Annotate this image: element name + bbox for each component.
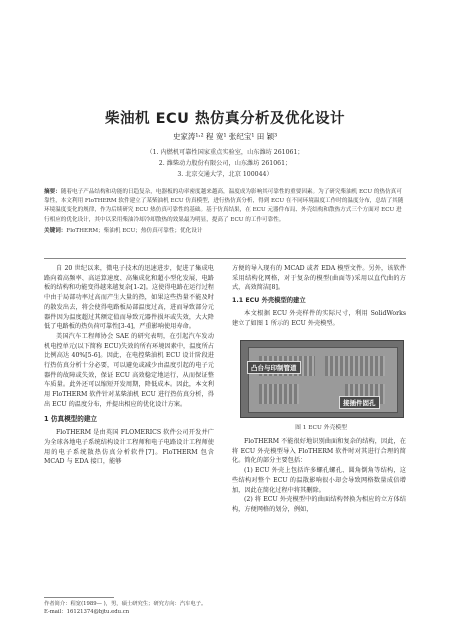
abstract xyxy=(44,188,406,236)
subsection-1-1-heading: 1.1 ECU 外壳模型的建立 xyxy=(232,297,306,305)
affiliation-2: 2. 潍柴动力股份有限公司，山东潍坊 261061； xyxy=(158,160,292,167)
fin-grid xyxy=(325,356,385,376)
right-column-bottom xyxy=(232,437,406,515)
footnote-divider xyxy=(44,597,114,598)
abstract-label: 摘要： xyxy=(44,189,61,195)
keywords-label: 关键词： xyxy=(44,227,67,234)
figure-label-top: 凸台与印制管道 xyxy=(247,361,301,374)
intro-paragraph-2: 美国汽车工程师协会 SAE 的研究表明，在引起汽车发动机电控单元(以下简称 ECU)失效的所有环境因素中，温度所占比例高达 40%[5-6]。因此，在电控柴油机 ECU 设计阶段进行热仿真分析十分必要，可以避免或减少由温度引起的电子元器件的故障或失效，保证 ECU 高效稳定地运行，从而保证整车质量。此外还可以缩短开发周期，降低成本。因此，本文利用 FloTHERM 软件针对某柴油机 ECU 进行热仿真分析，得出 ECU 的温度分布，并提出相应的优化设计方案。 xyxy=(44,332,214,408)
abstract-divider xyxy=(44,258,406,259)
right-top-paragraph: 方便的导入现有的 MCAD 或者 EDA 模型文件。另外，该软件采用结构化网格，对于复杂的模型(曲面等)采用以直代曲的方式，高效简洁[8]。 xyxy=(232,265,406,292)
simplification-paragraph: FloTHERM 不能很好地识别曲面和复杂的结构，因此，在将 ECU 外壳模型导入 FloTHERM 软件时对其进行合理的简化。简化的部分主要包括： xyxy=(232,438,406,465)
author-email: E-mail：16121374@bjtu.edu.cn xyxy=(44,609,130,615)
footnote xyxy=(44,600,224,616)
author-bio: 作者简介：程宽(1989— )，男，硕士研究生；研究方向：汽车电子。 xyxy=(44,601,207,607)
figure-label-bottom: 接插件固孔 xyxy=(339,396,380,409)
paper-title: 柴油机 ECU 热仿真分析及优化设计 xyxy=(105,111,345,127)
abstract-text: 随着电子产品结构和功能的日趋复杂，电器板的功率密度越来越高，温度成为影响其可靠性的重要因素。为了研究柴油机 ECU 的热仿真可靠性，本文利用 FloTHERM 软件建立了某柴油机 ECU 仿真模型，进行热仿真分析，得到 ECU 在不同环境温度工作时的温度分布，总结了其随环境温度变化的规律，作为后续研究 ECU 热仿真可靠性的基础。基于仿真结果，在 ECU 元器件布局、外壳结构和散热方式三个方面对 ECU 进行相应的优化设计，其中以采用柴油冷却冷却散热的效果最为明显，提高了 ECU 的工作可靠性。 xyxy=(44,189,404,223)
subsection-1-1-paragraph: 本文根据 ECU 外壳样件的实际尺寸，利用 SolidWorks 建立了如图 1 所示的 ECU 外壳模型。 xyxy=(232,309,406,327)
right-column-top xyxy=(232,264,406,328)
intro-paragraph-1: 自 20 世纪以来，微电子技术的迅速进步，促进了集成电路向着高频率、高运算速度、高集成化和超小型化发展，电路板的结构和功能变得越来越复杂[1-2]。这使得电路在运行过程中由于局部功率过高而产生大量的热，如果这些热量不能及时的散发出去，将会使得电路板局部温度过高，进而导致部分元器件因为温度超过其额定值而导致元器件损坏或失效，大大降低了电路板的热负荷可靠性[3-4]，严重影响使用寿命。 xyxy=(44,265,214,331)
left-column xyxy=(44,264,214,467)
affiliation-1: （1. 内燃机可靠性国家重点实验室，山东潍坊 261061； xyxy=(146,149,304,156)
ecu-housing-figure xyxy=(240,340,404,418)
simplification-item-2: (2) 将 ECU 外壳模型中的曲面结构替换为相应的立方体结构，方便网格的划分，例如， xyxy=(232,496,406,513)
section-1-heading: 1 仿真模型的建立 xyxy=(44,414,98,423)
figure-caption: 图 1 ECU 外壳模型 xyxy=(295,425,347,431)
affiliation-3: 3. 北京交通大学，北京 100044） xyxy=(177,171,273,178)
section-1-paragraph: FloTHERM 是由英国 FLOMERICS 软件公司开发并广为全球各地电子系统结构设计工程师和电子电路设计工程师使用的电子系统散热仿真分析软件[7]。FloTHERM 包含 MCAD 与 EDA 接口，能够 xyxy=(44,429,214,466)
fin-grid xyxy=(259,384,299,404)
simplification-item-1: (1) ECU 外壳上包括许多螺孔螺孔、圆角倒角等结构，这些结构对整个 ECU 的温散影响很小却会导致网格数量成倍增加，因此在简化过程中将其删除。 xyxy=(232,467,406,494)
keywords-text: FloTHERM；柴油机 ECU；热仿真可靠性；优化设计 xyxy=(66,227,203,234)
author-list: 史家涛¹˒² 程 宽¹ 张纪宝¹ 田 颖³ xyxy=(172,132,278,141)
